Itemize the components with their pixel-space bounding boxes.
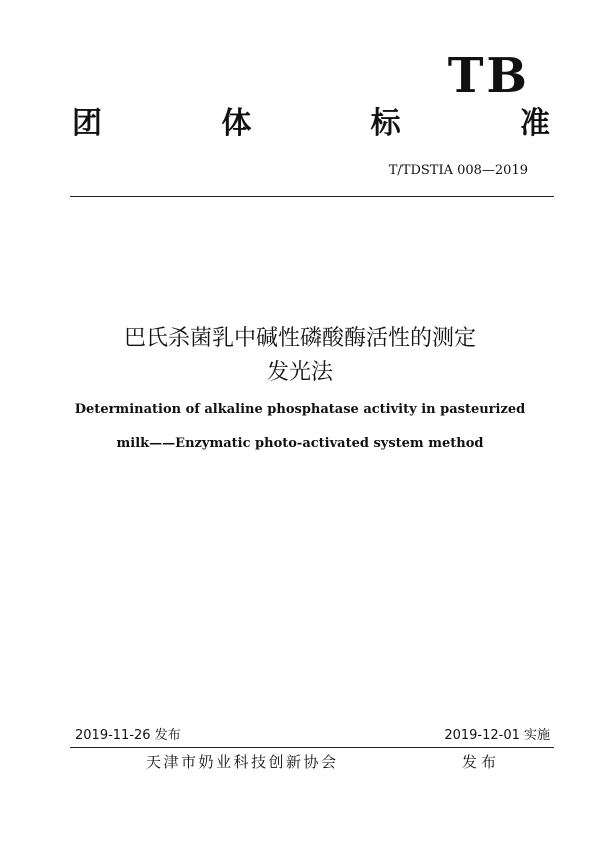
issuing-organization: 天津市奶业科技创新协会 xyxy=(146,753,339,771)
title-chinese-line2: 发光法 xyxy=(266,360,333,385)
footer-divider xyxy=(70,747,554,748)
issue-date: 2019-11-26 发布 xyxy=(75,728,181,743)
standard-type-char: 体 xyxy=(221,106,252,141)
tb-logo: TB xyxy=(447,48,530,104)
header-divider xyxy=(70,196,554,197)
standard-code: T/TDSTIA 008—2019 xyxy=(388,163,528,178)
standard-type-char: 团 xyxy=(72,106,102,141)
implementation-date: 2019-12-01 实施 xyxy=(444,728,550,743)
standard-type-heading xyxy=(72,104,550,144)
standard-type-char: 标 xyxy=(370,106,401,141)
title-chinese-line1: 巴氏杀菌乳中碱性磷酸酶活性的测定 xyxy=(123,326,476,351)
publish-label: 发布 xyxy=(462,753,501,771)
standard-type-char: 准 xyxy=(519,106,550,141)
title-english-line1: Determination of alkaline phosphatase activity in pasteurized xyxy=(74,402,526,417)
title-english-line2: milk——Enzymatic photo-activated system method xyxy=(116,436,484,451)
